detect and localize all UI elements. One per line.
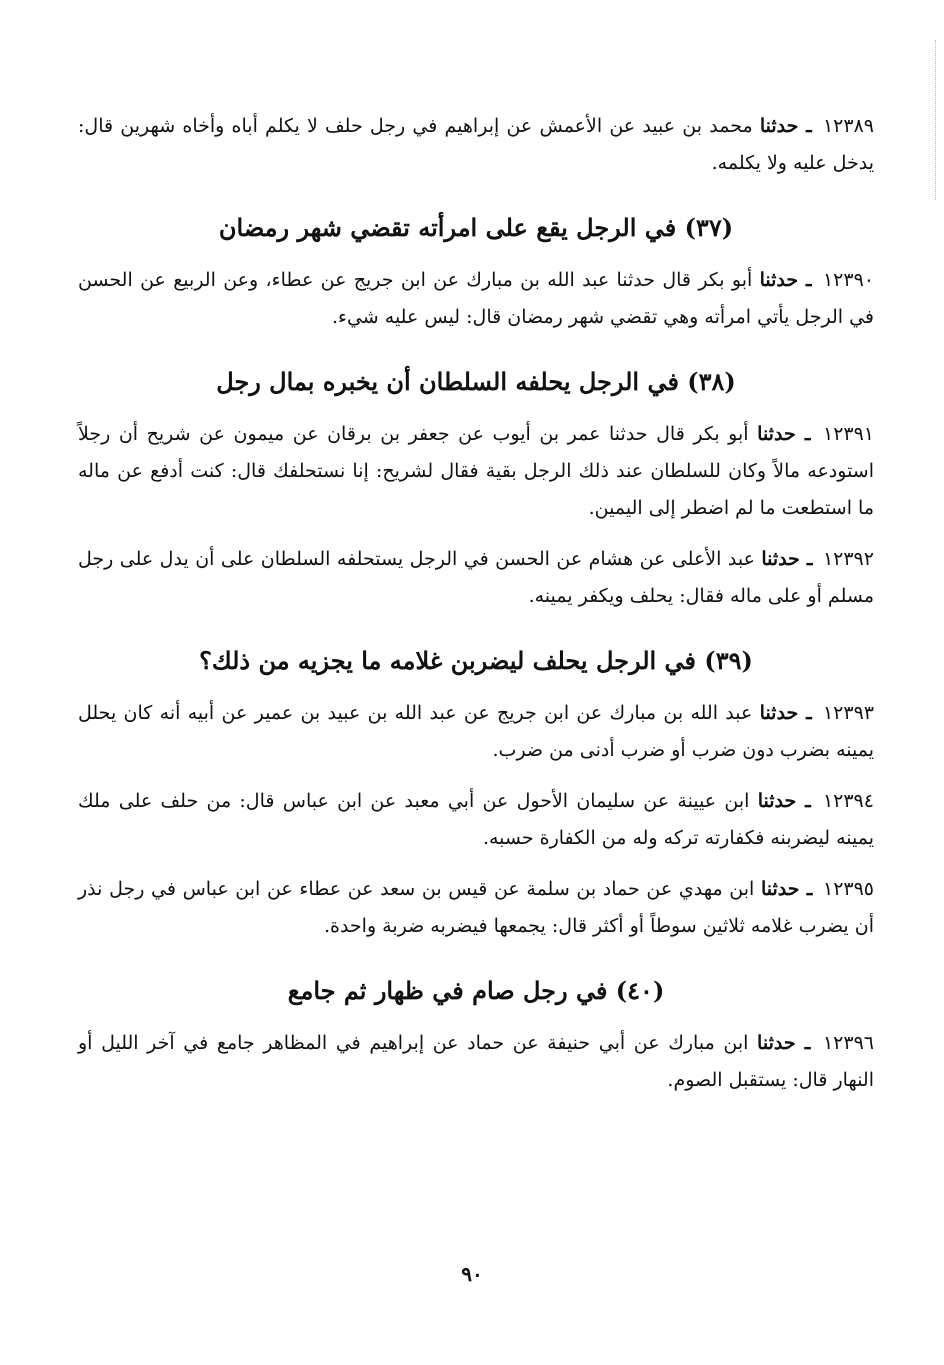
chapter-heading-40: (٤٠) في رجل صام في ظهار ثم جامع <box>287 976 665 1005</box>
hadith-number: ١٢٣٩٥ <box>822 878 875 900</box>
hadith-number: ١٢٣٩١ <box>822 423 875 445</box>
chapter-heading-38: (٣٨) في الرجل يحلفه السلطان أن يخبره بمال رجل <box>216 367 736 396</box>
hadith-12396 <box>78 1025 874 1099</box>
hadith-text: ابن مهدي عن حماد بن سلمة عن قيس بن سعد عن عطاء عن ابن عباس في رجل نذر أن يضرب غلامه ثلاثين سوطاً أو أكثر قال: يجمعها فيضربه ضربة واحدة. <box>78 878 874 937</box>
hadith-text: ابن عيينة عن سليمان الأحول عن أبي معبد عن ابن عباس قال: من حلف على ملك يمينه ليضربنه فكفارته تركه وله من الكفارة حسبه. <box>78 790 874 849</box>
hadith-text: أبو بكر قال حدثنا عبد الله بن مبارك عن ابن جريج عن عطاء، وعن الربيع عن الحسن في الرجل يأتي امرأته وهي تقضي شهر رمضان قال: ليس عليه شيء. <box>78 269 874 328</box>
hadith-number: ١٢٣٩٦ <box>822 1032 874 1054</box>
hadith-12391 <box>78 416 874 527</box>
hadith-lead: ـ حدثنا <box>757 790 811 812</box>
page-number: ٩٠ <box>461 1262 483 1286</box>
hadith-number: ١٢٣٩٤ <box>822 790 874 812</box>
hadith-number: ١٢٣٨٩ <box>822 115 874 137</box>
hadith-text: محمد بن عبيد عن الأعمش عن إبراهيم في رجل حلف لا يكلم أباه وأخاه شهرين قال: يدخل عليه ولا يكلمه. <box>78 115 874 174</box>
document-page <box>78 108 874 1113</box>
hadith-lead: ـ حدثنا <box>759 115 812 137</box>
hadith-lead: ـ حدثنا <box>757 1032 811 1054</box>
hadith-12389 <box>78 108 874 182</box>
hadith-number: ١٢٣٩٣ <box>822 702 874 724</box>
hadith-12395 <box>78 871 874 945</box>
hadith-12390 <box>78 262 874 336</box>
page-margin-marks <box>931 40 936 200</box>
hadith-lead: ـ حدثنا <box>761 548 813 570</box>
hadith-12394 <box>78 783 874 857</box>
chapter-heading-39: (٣٩) في الرجل يحلف ليضربن غلامه ما يجزيه من ذلك؟ <box>199 646 753 675</box>
hadith-text: أبو بكر قال حدثنا عمر بن أيوب عن جعفر بن برقان عن ميمون عن شريح أن رجلاً استودعه مالاً وكان للسلطان عند ذلك الرجل بقية فقال لشريح: إنا نستحلفك قال: كنت أدفع عن ماله ما استطعت ما لم اضطر إلى اليمين. <box>78 423 874 519</box>
hadith-lead: ـ حدثنا <box>759 269 812 291</box>
hadith-lead: ـ حدثنا <box>761 878 813 900</box>
hadith-text: عبد الله بن مبارك عن ابن جريج عن عبد الله بن عبيد بن عمير عن أبيه أنه كان يحلل يمينه بضرب دون ضرب أو ضرب أدنى من ضرب. <box>78 702 874 761</box>
hadith-lead: ـ حدثنا <box>759 702 812 724</box>
hadith-number: ١٢٣٩٠ <box>822 269 874 291</box>
hadith-text: عبد الأعلى عن هشام عن الحسن في الرجل يستحلفه السلطان على أن يدل على رجل مسلم أو على ماله فقال: يحلف ويكفر يمينه. <box>78 548 874 607</box>
hadith-number: ١٢٣٩٢ <box>822 548 874 570</box>
hadith-text: ابن مبارك عن أبي حنيفة عن حماد عن إبراهيم في المظاهر جامع في آخر الليل أو النهار قال: يستقبل الصوم. <box>78 1032 874 1091</box>
hadith-lead: ـ حدثنا <box>757 423 811 445</box>
hadith-12392 <box>78 541 874 615</box>
hadith-12393 <box>78 695 874 769</box>
chapter-heading-37: (٣٧) في الرجل يقع على امرأته تقضي شهر رمضان <box>218 213 734 242</box>
